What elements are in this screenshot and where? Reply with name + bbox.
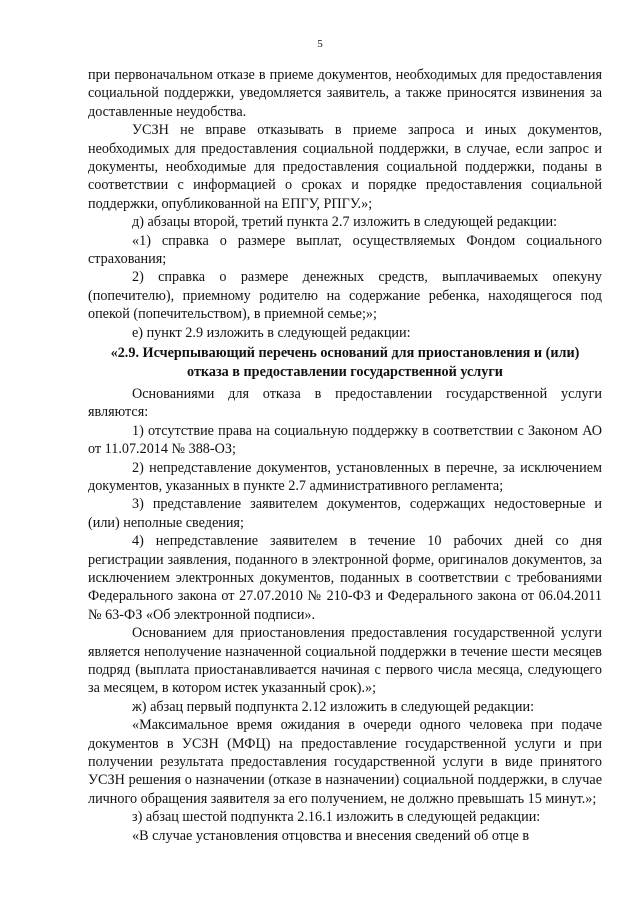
paragraph: 4) непредставление заявителем в течение 10 рабочих дней со дня регистрации заявления, поданного в электронной форме, оригиналов документов, за исключением электронных документов, поданных в соответствии с требованиями Федерального закона от 27.07.2010 № 210-ФЗ и Федерального закона от 06.04.2011 № 63-ФЗ «Об электронной подписи».: [88, 533, 602, 623]
paragraph: «1) справка о размере выплат, осуществляемых Фондом социального страхования;: [88, 232, 602, 268]
paragraph: Основаниями для отказа в предоставлении государственной услуги являются:: [88, 385, 602, 421]
paragraph: 3) представление заявителем документов, содержащих недостоверные и (или) неполные сведения;: [88, 496, 602, 531]
paragraph: 2) непредставление документов, установленных в перечне, за исключением документов, указанных в пункте 2.7 административного регламента;: [88, 459, 602, 494]
paragraph: Основанием для приостановления предоставления государственной услуги является неполучение назначенной социальной поддержки в течение шести месяцев подряд (выплата приостанавливается начиная с первого числа месяца, следующего за месяцем, в котором истек указанный срок).»;: [88, 625, 602, 697]
paragraph: 1) отсутствие права на социальную поддержку в соответствии с Законом АО от 11.07.2014 № 388-ОЗ;: [88, 422, 602, 458]
paragraph: «В случае установления отцовства и внесения сведений об отце в: [132, 827, 530, 844]
paragraph: ж) абзац первый подпункта 2.12 изложить в следующей редакции:: [132, 698, 535, 715]
paragraph: УСЗН не вправе отказывать в приеме запроса и иных документов, необходимых для предоставления социальной поддержки, в случае, если запрос и документы, необходимые для предоставления социальной поддержки, поданы в соответствии с информацией о сроках и порядке предоставления социальной поддержки, опубликованной на ЕПГУ, РПГУ.»;: [88, 122, 602, 212]
section-heading: «2.9. Исчерпывающий перечень оснований для приостановления и (или) отказа в предоставлении государственной услуги: [110, 345, 580, 380]
document-body: [88, 66, 602, 845]
paragraph: «Максимальное время ожидания в очереди одного человека при подаче документов в УСЗН (МФЦ) на предоставление государственной услуги и при получении результата предоставления государственной услуги в виде принятого УСЗН решения о назначении (отказе в назначении) социальной поддержки, в случае личного обращения заявителя за его получением, не должно превышать 15 минут.»;: [88, 717, 602, 807]
paragraph: з) абзац шестой подпункта 2.16.1 изложить в следующей редакции:: [132, 809, 541, 826]
paragraph: е) пункт 2.9 изложить в следующей редакции:: [132, 324, 411, 341]
page-number: 5: [317, 38, 323, 50]
paragraph: д) абзацы второй, третий пункта 2.7 изложить в следующей редакции:: [132, 214, 558, 231]
paragraph: 2) справка о размере денежных средств, выплачиваемых опекуну (попечителю), приемному родителю на содержание ребенка, находящегося под опекой (попечительством), в приемной семье;»;: [88, 269, 602, 323]
paragraph: при первоначальном отказе в приеме документов, необходимых для предоставления социальной поддержки, уведомляется заявитель, а также приносятся извинения за доставленные неудобства.: [88, 67, 602, 120]
